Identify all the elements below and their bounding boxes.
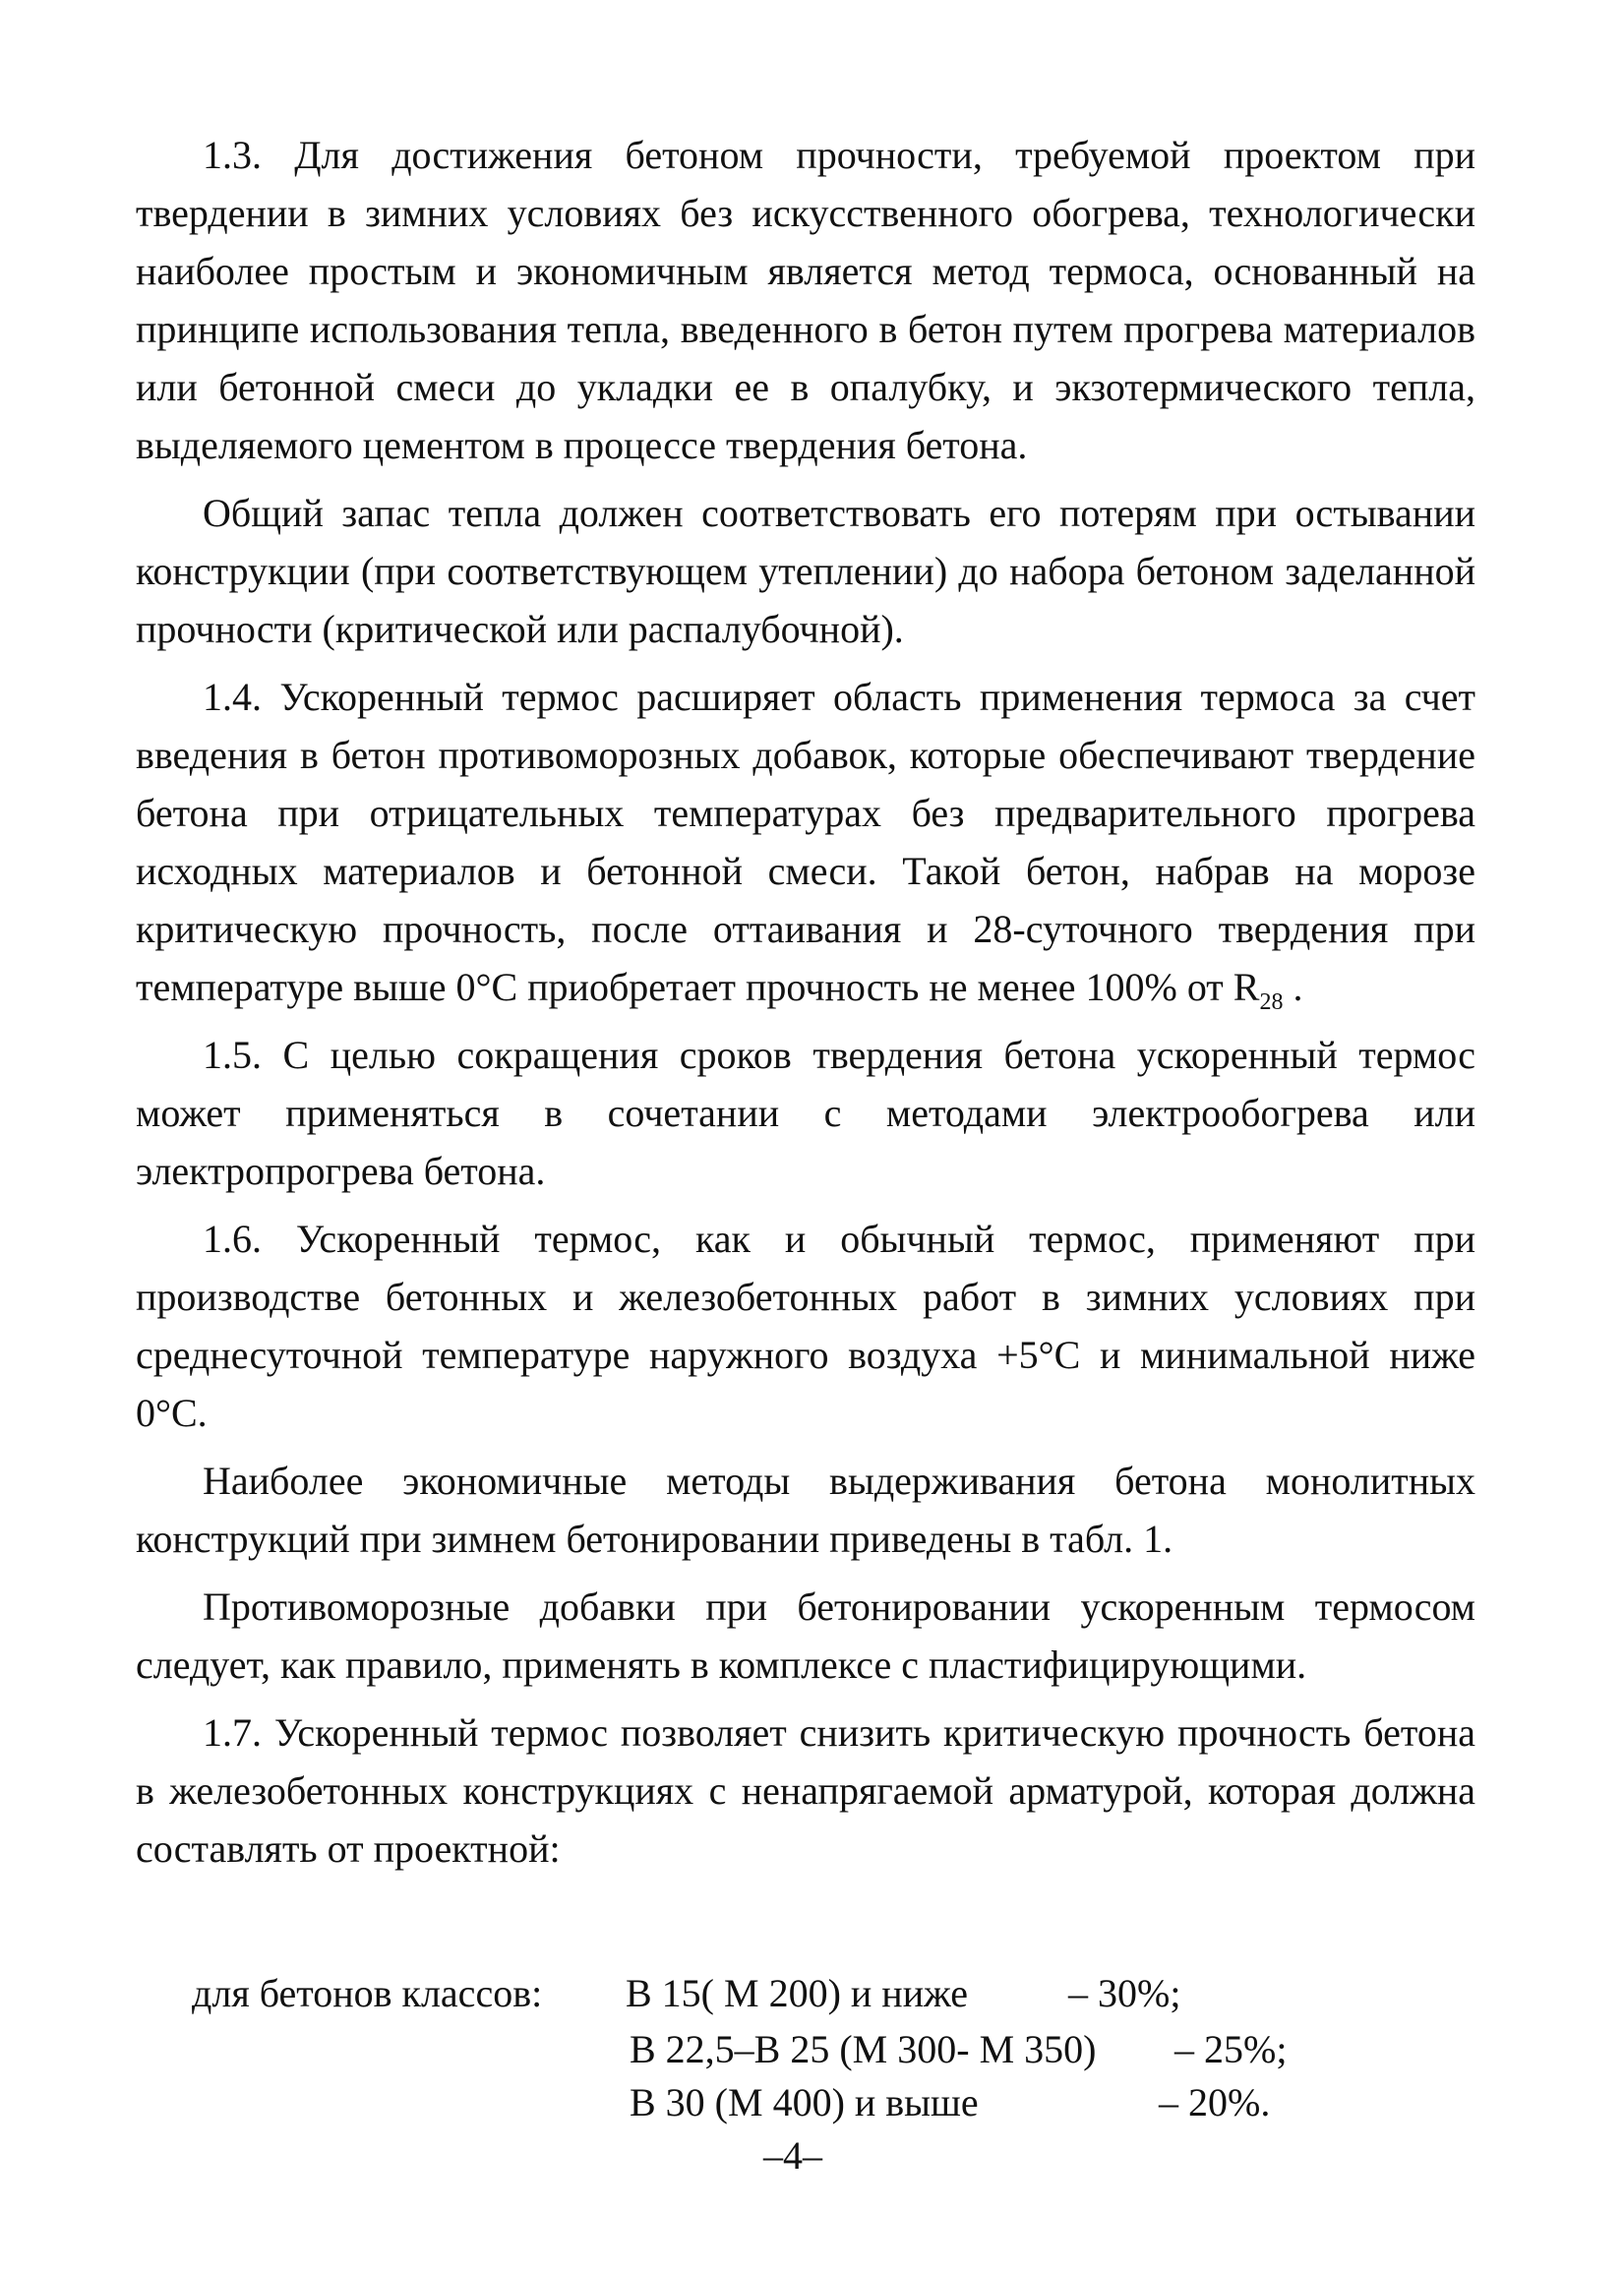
paragraph-heat-reserve: Общий запас тепла должен соответствовать его потерям при остывании конструкции (при соответствующем утеплении) до набора бетоном заделанной прочности (критической или распалубочной). — [136, 491, 1475, 651]
paragraph-1-3: 1.3. Для достижения бетоном прочности, требуемой проектом при твердении в зимних условиях без искусственного обогрева, технологически наиболее простым и экономичным является метод термоса, основанный на принципе использования тепла, введенного в бетон путем прогрева материалов или бетонной смеси до укладки ее в опалубку, и экзотермического тепла, выделяемого цементом в процессе твердения бетона. — [136, 133, 1475, 467]
paragraph-1-7: 1.7. Ускоренный термос позволяет снизить критическую прочность бетона в железобетонных конструкциях с ненапрягаемой арматурой, которая должна составлять от проектной: — [136, 1710, 1475, 1871]
paragraph-additives: Противоморозные добавки при бетонировании ускоренным термосом следует, как правило, применять в комплексе с пластифицирующими. — [136, 1584, 1475, 1687]
strength-row-grade: В 15( М 200) и ниже — [626, 1971, 968, 2015]
strength-row-value: – 30%; — [1068, 1971, 1181, 2015]
page-number: –4– — [763, 2133, 822, 2178]
r28-subscript: 28 — [1259, 989, 1284, 1015]
strength-row-grade: В 22,5–В 25 (М 300- М 350) — [630, 2027, 1097, 2071]
paragraph-1-4-text: 1.4. Ускоренный термос расширяет область применения термоса за счет введения в бетон противоморозных добавок, которые обеспечивают твердение бетона при отрицательных температурах без предварительного прогрева исходных материалов и бетонной смеси. Такой бетон, набрав на морозе критическую прочность, после оттаивания и 28-суточного твердения при температуре выше 0°С приобретает прочность не менее 100% от R — [136, 675, 1475, 1009]
strength-row-grade: В 30 (М 400) и выше — [630, 2080, 979, 2124]
paragraph-1-5: 1.5. С целью сокращения сроков твердения бетона ускоренный термос может применяться в сочетании с методами электрообогрева или электропрогрева бетона. — [136, 1033, 1475, 1193]
paragraph-1-4-end: . — [1283, 965, 1303, 1009]
paragraph-methods: Наиболее экономичные методы выдерживания бетона монолитных конструкций при зимнем бетонировании приведены в табл. 1. — [136, 1459, 1475, 1561]
paragraph-1-6: 1.6. Ускоренный термос, как и обычный термос, применяют при производстве бетонных и железобетонных работ в зимних условиях при среднесуточной температуре наружного воздуха +5°С и минимальной ниже 0°С. — [136, 1217, 1475, 1435]
strength-row-value: – 20%. — [1159, 2080, 1271, 2124]
paragraph-1-4 — [136, 668, 1475, 1016]
strength-list-lead: для бетонов классов: — [192, 1971, 543, 2015]
main-text — [136, 126, 1475, 1882]
strength-row-value: – 25%; — [1174, 2027, 1288, 2071]
